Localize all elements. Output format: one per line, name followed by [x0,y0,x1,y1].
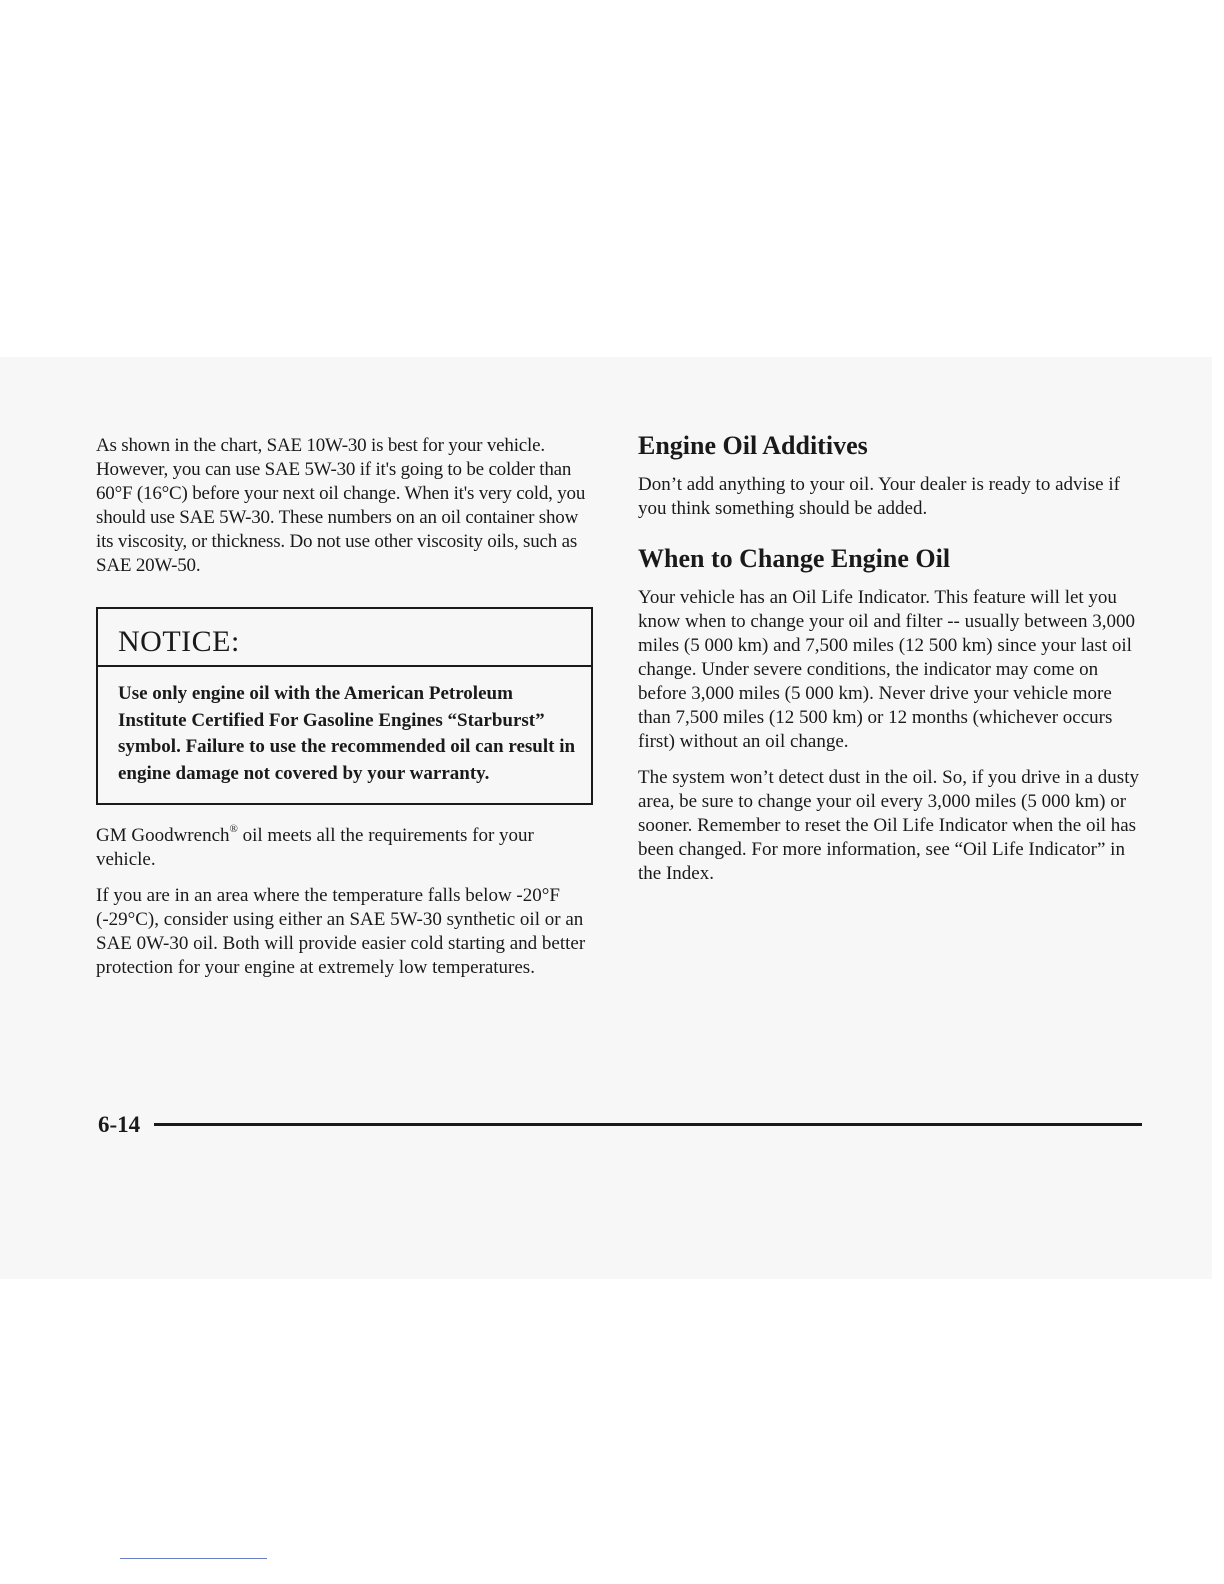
notice-body: Use only engine oil with the American Petroleum Institute Certified For Gasoline Engines “Starburst” symbol. Failure to use the recommended oil can result in engine damage not covered by your warranty. [118,683,576,784]
goodwrench-paragraph [96,824,596,872]
left-column [96,434,596,980]
footer-rule [154,1123,1142,1126]
page-number: 6-14 [98,1112,141,1137]
additives-heading: Engine Oil Additives [638,431,868,460]
change-oil-heading: When to Change Engine Oil [638,544,951,573]
bottom-divider [120,1558,267,1559]
cold-weather-paragraph: If you are in an area where the temperature falls below -20°F (-29°C), consider using either an SAE 5W-30 synthetic oil or an SAE 0W-30 oil. Both will provide easier cold starting and better protection for your engine at extremely low temperatures. [96,885,586,978]
goodwrench-text: oil meets all the requirements for your vehicle. [96,825,534,870]
notice-box [96,607,593,805]
registered-mark: ® [229,823,238,835]
notice-title: NOTICE: [98,609,591,667]
oil-life-paragraph: Your vehicle has an Oil Life Indicator. This feature will let you know when to change your oil and filter -- usually between 3,000 miles (5 000 km) and 7,500 miles (12 500 km) since your last oil change. Under severe conditions, the indicator may come on before 3,000 miles (5 000 km). Never drive your vehicle more than 7,500 miles (12 500 km) or 12 months (whichever occurs first) without an oil change. [638,587,1136,752]
right-column [638,430,1144,886]
dust-paragraph: The system won’t detect dust in the oil. So, if you drive in a dusty area, be sure to change your oil every 3,000 miles (5 000 km) or sooner. Remember to reset the Oil Life Indicator when the oil has been changed. For more information, see “Oil Life Indicator” in the Index. [638,767,1139,884]
goodwrench-brand: GM Goodwrench [96,825,230,846]
additives-paragraph: Don’t add anything to your oil. Your dealer is ready to advise if you think something should be added. [638,474,1120,519]
page-footer [98,1110,1142,1140]
intro-paragraph: As shown in the chart, SAE 10W-30 is best for your vehicle. However, you can use SAE 5W-30 if it's going to be colder than 60°F (16°C) before your next oil change. When it's very cold, you should use SAE 5W-30. These numbers on an oil container show its viscosity, or thickness. Do not use other viscosity oils, such as SAE 20W-50. [96,435,586,576]
